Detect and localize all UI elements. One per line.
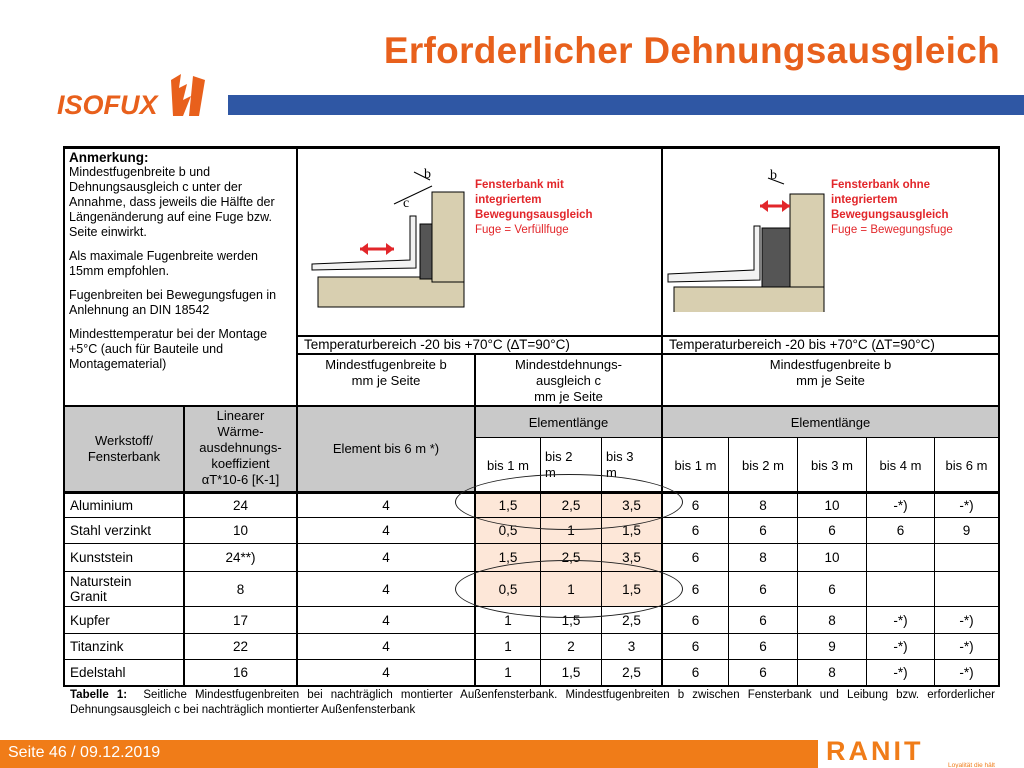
b-value-cell: -*) — [893, 612, 908, 628]
b-value-cell: 6 — [691, 498, 700, 513]
col-right-3: bis 3 m — [811, 458, 853, 473]
c-value-cell: 1 — [504, 639, 512, 654]
col-mid-3: bis 3 m — [606, 449, 634, 480]
col-right-1: bis 1 m — [674, 458, 717, 473]
diagram-without-compensation — [666, 152, 838, 312]
coef-cell: 10 — [232, 523, 249, 538]
c-value-cell: 1,5 — [622, 523, 641, 538]
b-value-cell: 6 — [759, 639, 767, 654]
b-value-cell: -*) — [893, 639, 908, 654]
c-value-cell: 2,5 — [622, 612, 641, 628]
b-value-cell: 6 — [759, 612, 767, 628]
coef-cell: 8 — [236, 581, 245, 597]
note-p4: Mindesttemperatur bei der Montage +5°C (auch für Bauteile und Montagematerial) — [69, 327, 268, 371]
note-block — [69, 150, 295, 381]
header-min-b-right: Mindestfugenbreite b mm je Seite — [769, 357, 892, 388]
b-value-cell: 6 — [691, 665, 700, 680]
col-right-5: bis 6 m — [945, 458, 988, 473]
c-value-cell: 1 — [504, 612, 512, 628]
c-value-cell: 3,5 — [622, 498, 641, 513]
c-value-cell: 3,5 — [622, 550, 641, 565]
col-mid-1: bis 1 m — [487, 458, 529, 473]
ranit-logo — [826, 738, 1024, 768]
c-value-cell: 1 — [567, 581, 575, 597]
b-value-cell: 6 — [828, 523, 836, 538]
material-cell: Naturstein Granit — [70, 574, 132, 604]
label-b-right: b — [770, 168, 777, 183]
b-value-cell: 9 — [828, 639, 836, 654]
temperature-right: Temperaturbereich -20 bis +70°C (∆T=90°C) — [669, 337, 935, 352]
b-value-cell: 8 — [828, 665, 836, 680]
b-value-cell: 6 — [759, 523, 767, 538]
b-value-cell: 6 — [828, 581, 836, 597]
col-right-4: bis 4 m — [879, 458, 922, 473]
diagram-right-caption: Fensterbank ohne integriertem Bewegungsausgleich Fuge = Bewegungsfuge — [831, 179, 953, 236]
b-value-cell: 8 — [759, 550, 767, 565]
coef-cell: 22 — [232, 639, 249, 654]
brand-text: RANIT — [826, 738, 924, 766]
element-cell: 4 — [382, 639, 390, 654]
label-b-left: b — [424, 167, 431, 182]
b-value-cell — [935, 572, 998, 606]
temperature-left: Temperaturbereich -20 bis +70°C (∆T=90°C) — [304, 337, 570, 352]
b-value-cell — [867, 544, 934, 571]
c-value-cell: 2 — [567, 639, 575, 654]
coef-cell: 24 — [232, 498, 249, 513]
material-cell: Aluminium — [70, 498, 134, 513]
highlight-ellipse-bottom — [455, 560, 683, 618]
header-koeffizient: Linearer Wärme- ausdehnungs- koeffizient αT*10-6 [K-1] — [199, 408, 282, 487]
element-cell: 4 — [382, 523, 390, 538]
c-value-cell: 2,5 — [622, 665, 641, 680]
b-value-cell: 6 — [691, 581, 700, 597]
brand-tagline: Loyalität die hält — [948, 762, 995, 768]
logo-text: ISOFUX — [57, 90, 158, 120]
c-value-cell: 0,5 — [498, 581, 518, 597]
material-cell: Edelstahl — [70, 665, 126, 680]
c-value-cell: 2,5 — [561, 550, 581, 565]
b-value-cell: -*) — [893, 498, 908, 513]
element-cell: 4 — [382, 612, 390, 628]
diagram-left-caption: Fensterbank mit integriertem Bewegungsausgleich Fuge = Verfüllfuge — [475, 179, 593, 236]
b-value-cell: 8 — [828, 612, 836, 628]
c-value-cell: 0,5 — [498, 523, 518, 538]
material-cell: Kunststein — [70, 550, 134, 565]
b-value-cell: 6 — [896, 523, 905, 538]
c-value-cell: 3 — [627, 639, 636, 654]
note-p2: Als maximale Fugenbreite werden 15mm empfohlen. — [69, 249, 258, 278]
c-value-cell: 1,5 — [561, 612, 581, 628]
b-value-cell: 6 — [691, 523, 700, 538]
c-value-cell: 1,5 — [561, 665, 581, 680]
b-value-cell: -*) — [959, 665, 974, 680]
element-cell: 4 — [382, 581, 390, 597]
note-p3: Fugenbreiten bei Bewegungsfugen in Anlehnung an DIN 18542 — [69, 288, 277, 317]
table-caption: Tabelle 1: Seitliche Mindestfugenbreiten bei nachträglich montierter Außenfensterbank. Mindestfugenbreiten b zwischen Fensterbank und Leibung bzw. erforderlicher Dehnungsausgleich c bei nachträglich montierter Außenfensterbank — [70, 689, 995, 716]
c-value-cell: 1 — [504, 665, 512, 680]
element-cell: 4 — [382, 498, 390, 513]
note-heading: Anmerkung: — [69, 150, 149, 165]
b-value-cell — [867, 572, 934, 606]
b-value-cell: 9 — [962, 523, 971, 538]
b-value-cell — [935, 544, 998, 571]
header-min-b-left: Mindestfugenbreite b mm je Seite — [325, 357, 447, 388]
b-value-cell: 6 — [759, 581, 767, 597]
note-p1: Mindestfugenbreite b und Dehnungsausgleich c unter der Annahme, dass jeweils die Hälfte der Längenänderung auf eine Fuge bzw. Seite einwirkt. — [69, 165, 275, 239]
footer-page-date: Seite 46 / 09.12.2019 — [8, 744, 161, 761]
coef-cell: 24**) — [225, 550, 256, 565]
coef-cell: 17 — [232, 612, 249, 628]
material-cell: Titanzink — [70, 639, 124, 654]
header-werkstoff: Werkstoff/ Fensterbank — [87, 433, 161, 464]
c-value-cell: 1,5 — [498, 550, 518, 565]
page-title: Erforderlicher Dehnungsausgleich — [383, 30, 1000, 71]
c-value-cell: 1,5 — [498, 498, 518, 513]
col-mid-2: bis 2 m — [545, 449, 573, 480]
element-cell: 4 — [382, 665, 390, 680]
header-min-c: Mindestdehnungs- ausgleich c mm je Seite — [515, 357, 622, 404]
b-value-cell: 10 — [824, 550, 840, 565]
b-value-cell: 6 — [691, 612, 700, 628]
col-right-2: bis 2 m — [742, 458, 784, 473]
b-value-cell: 6 — [691, 639, 700, 654]
b-value-cell: -*) — [959, 639, 974, 654]
b-value-cell: 10 — [824, 498, 840, 513]
material-cell: Kupfer — [70, 612, 110, 628]
b-value-cell: 6 — [759, 665, 767, 680]
material-cell: Stahl verzinkt — [70, 523, 152, 538]
element-cell: 4 — [382, 550, 390, 565]
b-value-cell: -*) — [959, 612, 974, 628]
header-elementlaenge-mid: Elementlänge — [528, 415, 609, 430]
highlight-ellipse-top — [455, 474, 683, 530]
b-value-cell: 8 — [759, 498, 767, 513]
c-value-cell: 1 — [567, 523, 575, 538]
header-elementlaenge-right: Elementlänge — [790, 415, 871, 430]
b-value-cell: 6 — [691, 550, 700, 565]
header-element: Element bis 6 m *) — [332, 441, 440, 456]
b-value-cell: -*) — [893, 665, 908, 680]
c-value-cell: 1,5 — [622, 581, 641, 597]
diagram-with-compensation — [300, 152, 472, 312]
c-value-cell: 2,5 — [561, 498, 581, 513]
b-value-cell: -*) — [959, 498, 974, 513]
header-bar — [228, 95, 1024, 115]
label-c-left: c — [403, 196, 410, 211]
isofux-logo — [55, 70, 215, 120]
coef-cell: 16 — [232, 665, 249, 680]
